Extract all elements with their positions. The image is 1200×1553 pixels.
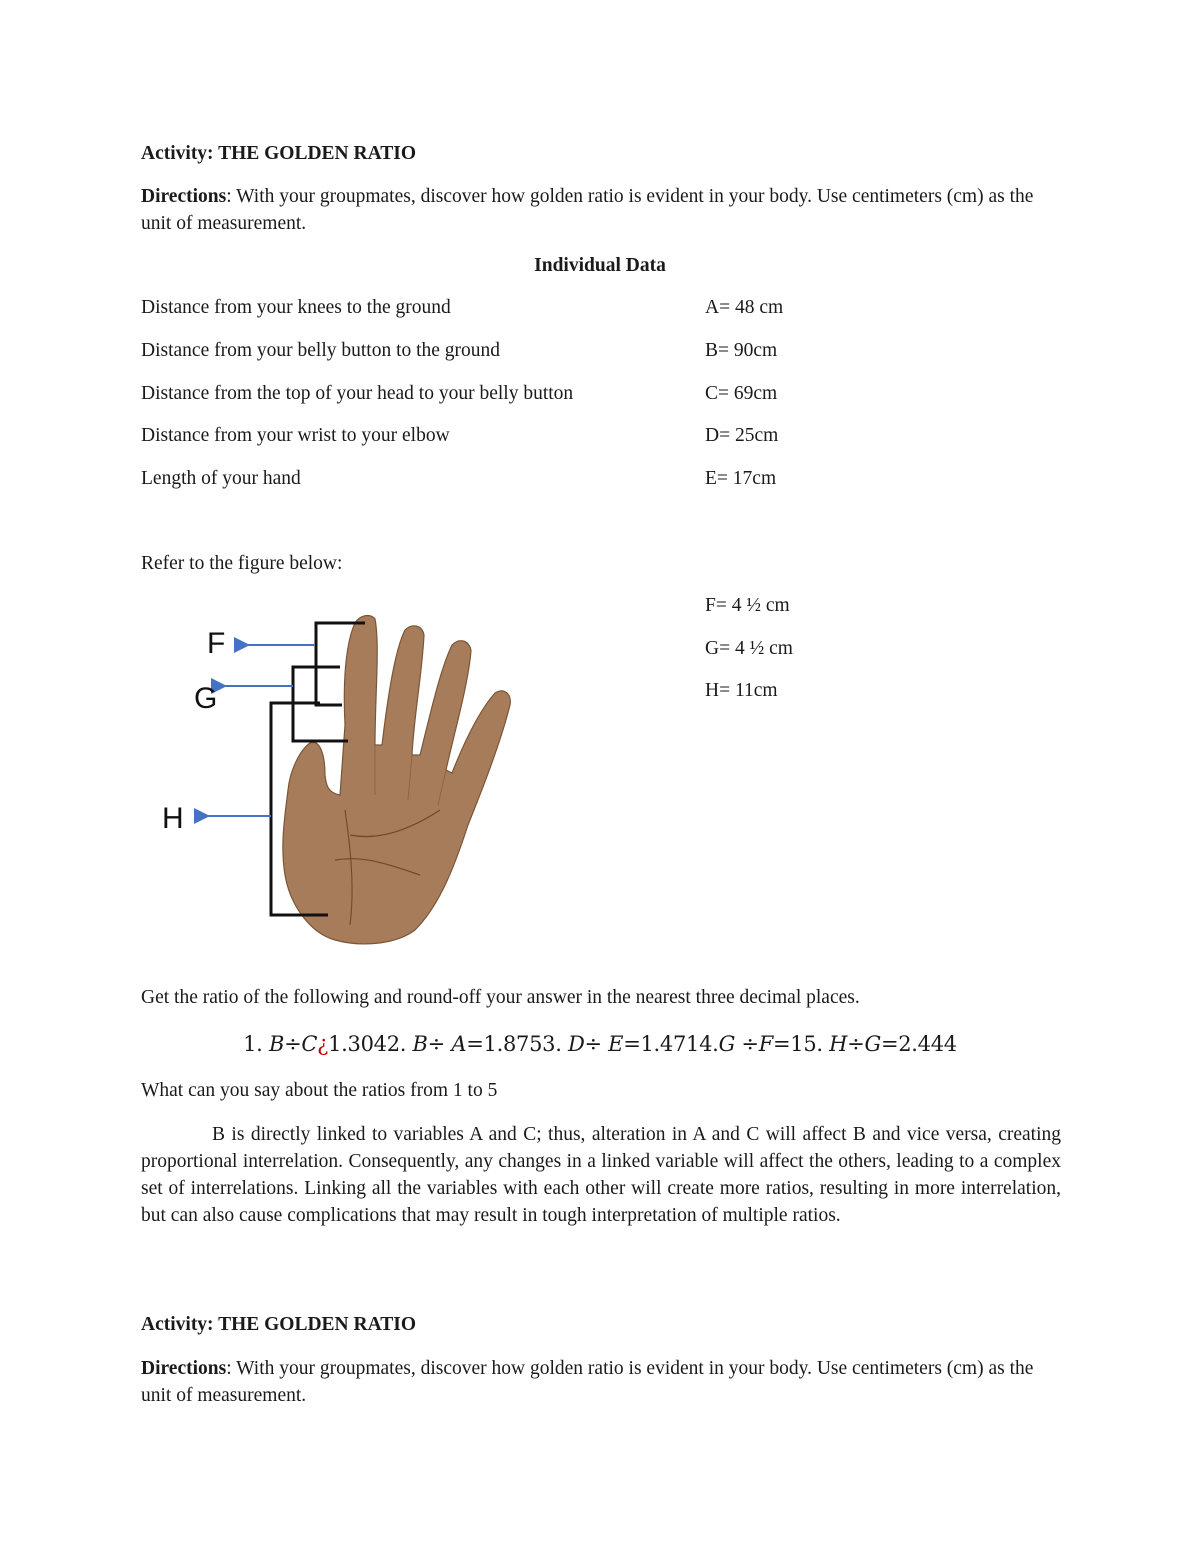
- eq-ratio-3: D÷ E: [567, 1032, 624, 1056]
- data-row-value-d: D= 25cm: [705, 425, 779, 446]
- directions-paragraph: [141, 183, 1061, 237]
- eq-part-5: =15.: [772, 1032, 830, 1056]
- hand-illustration: [150, 605, 530, 950]
- label-g: G: [194, 682, 218, 715]
- individual-data-heading: Individual Data: [534, 255, 666, 276]
- data-row-value-e: E= 17cm: [705, 468, 777, 489]
- question-text: What can you say about the ratios from 1 to 5: [141, 1080, 498, 1101]
- eq-ratio-2: B÷ A: [412, 1032, 467, 1056]
- eq-ratio-1: B÷C: [268, 1032, 318, 1056]
- figure-value-h: H= 11cm: [705, 680, 778, 701]
- ratio-equation: [0, 1032, 1200, 1056]
- data-row-label-a: Distance from your knees to the ground: [141, 297, 451, 318]
- data-row-label-c: Distance from the top of your head to your belly button: [141, 383, 574, 404]
- data-row-value-b: B= 90cm: [705, 340, 778, 361]
- data-row-label-d: Distance from your wrist to your elbow: [141, 425, 450, 446]
- directions-paragraph-2: [141, 1355, 1061, 1409]
- data-row-label-e: Length of your hand: [141, 468, 301, 489]
- activity-title-2: Activity: THE GOLDEN RATIO: [141, 1314, 416, 1335]
- eq-part-3: =1.8753.: [466, 1032, 568, 1056]
- directions-text: : With your groupmates, discover how golden ratio is evident in your body. Use centimeters (cm) as the unit of measurement.: [141, 186, 1034, 234]
- answer-paragraph: B is directly linked to variables A and C; thus, alteration in A and C will affect B and vice versa, creating proportional interrelation. Consequently, any changes in a linked variable will affect the others, leading to a complex set of interrelations. Linking all the variables with each other will create more ratios, resulting in more interrelation, but can also cause complications that may result in tough interpretation of multiple ratios.: [141, 1124, 1061, 1226]
- directions-label: Directions: [141, 186, 227, 207]
- figure-value-f: F= 4 ½ cm: [705, 595, 790, 616]
- ratio-instruction: Get the ratio of the following and round-off your answer in the nearest three decimal places.: [141, 987, 860, 1008]
- eq-part-2: 1.3042.: [328, 1032, 413, 1056]
- data-row-value-c: C= 69cm: [705, 383, 778, 404]
- label-h: H: [162, 802, 184, 835]
- data-row-value-a: A= 48 cm: [705, 297, 784, 318]
- refer-figure-text: Refer to the figure below:: [141, 553, 343, 574]
- eq-broken-symbol: ¿: [317, 1032, 329, 1056]
- activity-title: Activity: THE GOLDEN RATIO: [141, 143, 416, 164]
- figure-value-g: G= 4 ½ cm: [705, 638, 793, 659]
- directions-label-2: Directions: [141, 1358, 227, 1379]
- eq-part-6: =2.444: [880, 1032, 957, 1056]
- label-f: F: [207, 627, 226, 660]
- eq-ratio-5: H÷G: [829, 1032, 881, 1056]
- eq-part-4: =1.4714.: [623, 1032, 719, 1056]
- directions-text-2: : With your groupmates, discover how golden ratio is evident in your body. Use centimeters (cm) as the unit of measurement.: [141, 1358, 1034, 1406]
- hand-figure: [150, 605, 530, 950]
- data-row-label-b: Distance from your belly button to the ground: [141, 340, 501, 361]
- eq-ratio-4: G ÷F: [718, 1032, 773, 1056]
- eq-part-1: 1.: [243, 1032, 269, 1056]
